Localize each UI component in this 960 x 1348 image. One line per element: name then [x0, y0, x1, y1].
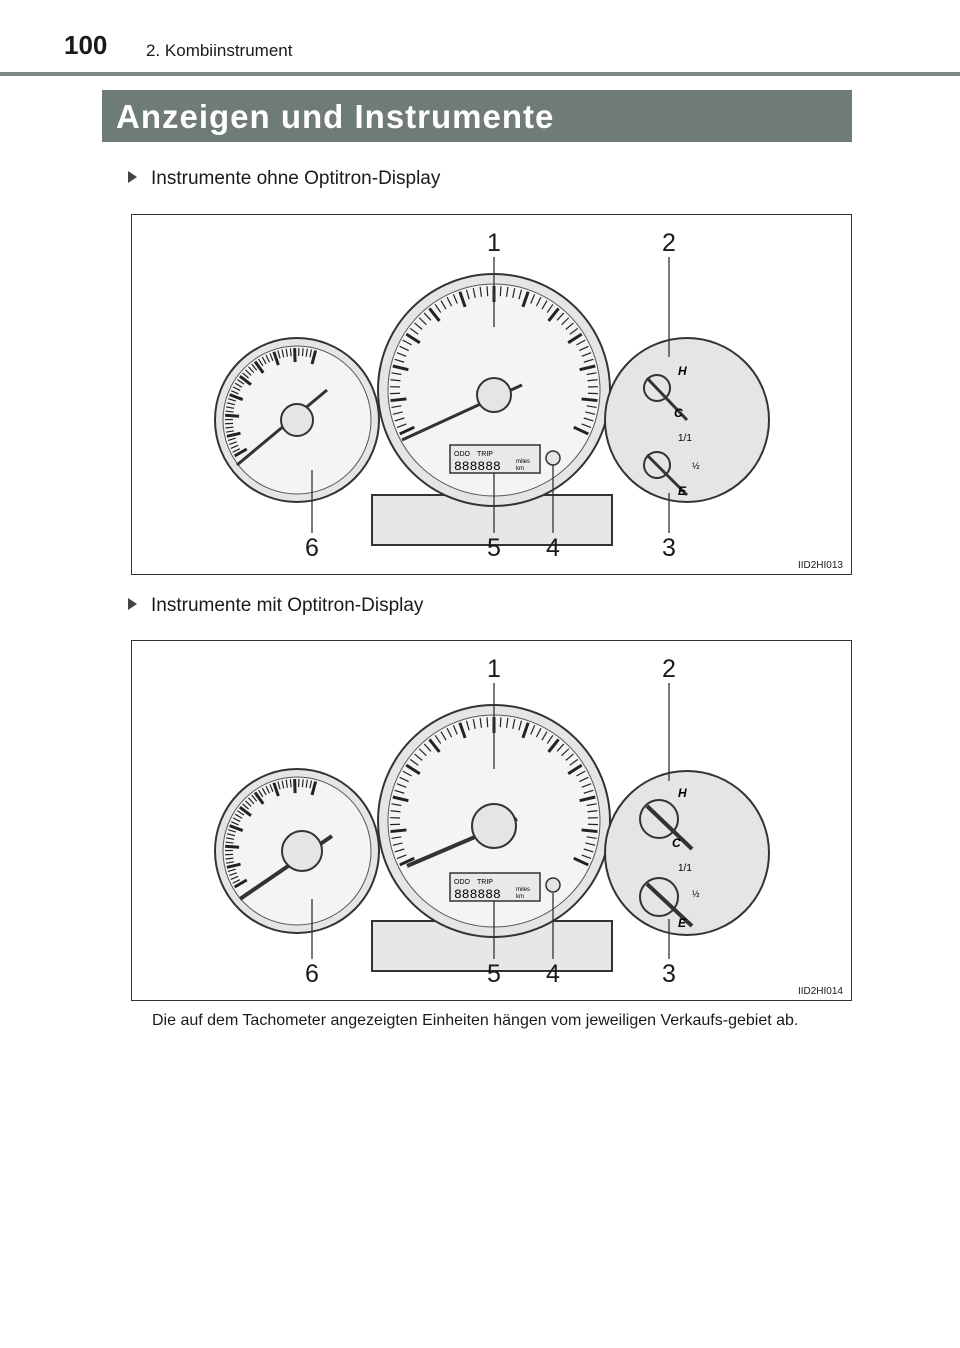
callout-6: 6 [305, 960, 319, 988]
instrument-cluster-illustration [132, 641, 851, 1000]
fuel-full-mark: 1/1 [678, 433, 692, 444]
section-title: Anzeigen und Instrumente [116, 98, 555, 135]
dial-tick [500, 286, 501, 296]
fuel-empty-mark: E [678, 916, 687, 930]
trip-reset-knob [546, 451, 560, 465]
callout-5: 5 [487, 960, 501, 988]
temp-hot-mark: H [678, 364, 687, 378]
dial-tick [391, 399, 407, 401]
callout-4: 4 [546, 960, 560, 988]
lcd-unit-km: km [516, 894, 524, 900]
fuel-half-mark: ½ [692, 889, 700, 899]
callout-2: 2 [662, 229, 676, 257]
lcd-unit-miles: miles [516, 459, 531, 465]
fuel-empty-mark: E [678, 484, 687, 498]
callout-2: 2 [662, 655, 676, 683]
figure-code: IID2HI014 [797, 986, 843, 997]
temp-hot-mark: H [678, 786, 687, 800]
dial-tick [290, 348, 291, 356]
dial-tick [582, 830, 598, 832]
dial-tick [500, 717, 501, 727]
tachometer [215, 338, 379, 502]
figure-code: IID2HI013 [797, 560, 843, 571]
subheading-without-optitron [128, 168, 440, 190]
lcd-unit-km: km [516, 466, 524, 472]
dial-tick [391, 830, 407, 832]
temp-fuel-gauges [605, 771, 769, 935]
lcd-unit-miles: miles [516, 887, 531, 893]
temp-fuel-gauges [605, 338, 769, 502]
temp-cold-mark: C [674, 406, 683, 420]
note-paragraph: Die auf dem Tachometer angezeigten Einheiten hängen vom jeweiligen Verkaufs-gebiet ab. [152, 1012, 799, 1029]
fuel-full-mark: 1/1 [678, 863, 692, 874]
dial-tick [302, 779, 303, 787]
dial-tick [225, 415, 239, 416]
lcd-digits: 888888 [454, 459, 501, 474]
section-bar [102, 90, 852, 142]
dial-tick [487, 717, 488, 727]
fuel-half-mark: ½ [692, 461, 700, 471]
callout-3: 3 [662, 534, 676, 562]
lcd-odo-label: ODO [454, 451, 470, 458]
lcd-trip-label: TRIP [477, 879, 493, 886]
header-rule [0, 72, 960, 76]
tachometer [215, 769, 379, 933]
lcd-trip-label: TRIP [477, 451, 493, 458]
dial-tick [487, 286, 488, 296]
subheading-with-optitron [128, 595, 423, 617]
temp-cold-mark: C [672, 836, 681, 850]
callout-1: 1 [487, 229, 501, 257]
instrument-cluster-illustration [132, 215, 851, 574]
dial-tick [302, 348, 303, 356]
triangle-bullet-icon [128, 171, 137, 183]
callout-1: 1 [487, 655, 501, 683]
trip-reset-knob [546, 878, 560, 892]
callout-6: 6 [305, 534, 319, 562]
dial-tick [290, 779, 291, 787]
figure-cluster-with-optitron [131, 640, 852, 1001]
subheading-text: Instrumente ohne Optitron-Display [151, 168, 441, 189]
chapter-title: 2. Kombiinstrument [146, 41, 293, 60]
figure-cluster-without-optitron [131, 214, 852, 575]
callout-5: 5 [487, 534, 501, 562]
triangle-bullet-icon [128, 598, 137, 610]
lcd-odo-label: ODO [454, 879, 470, 886]
lcd-digits: 888888 [454, 887, 501, 902]
callout-3: 3 [662, 960, 676, 988]
subheading-text: Instrumente mit Optitron-Display [151, 595, 424, 616]
callout-4: 4 [546, 534, 560, 562]
page-number: 100 [64, 30, 108, 60]
dial-tick [225, 846, 239, 847]
dial-tick [582, 399, 598, 401]
